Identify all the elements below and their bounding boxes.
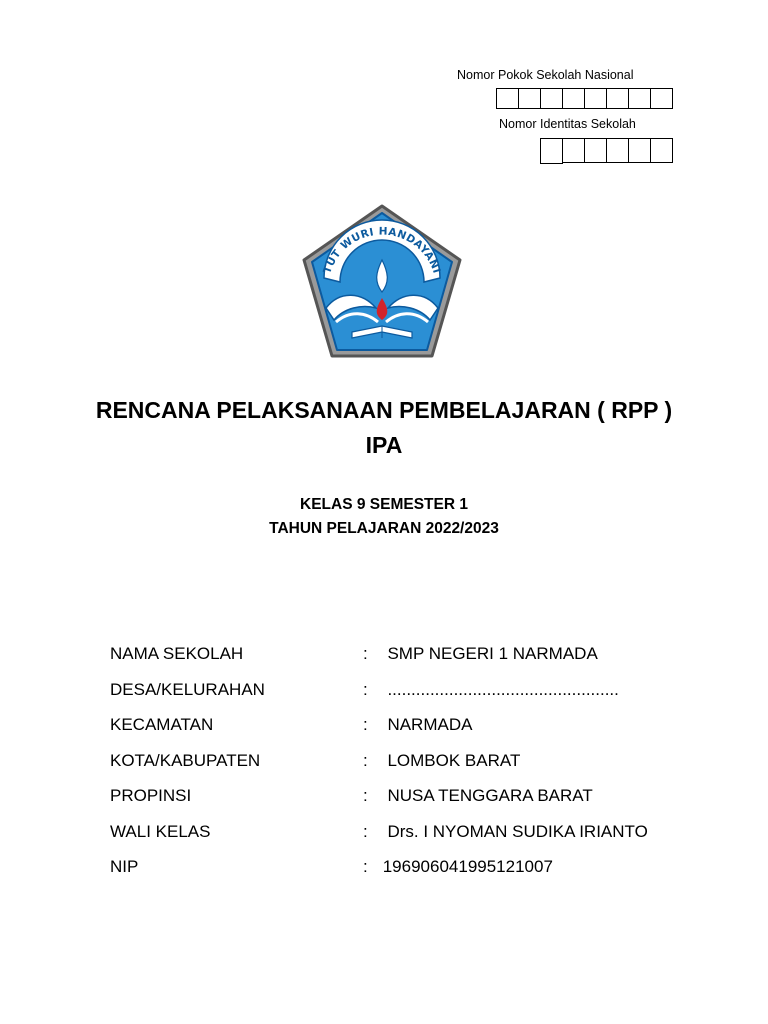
document-title: RENCANA PELAKSANAAN PEMBELAJARAN ( RPP ) (95, 397, 673, 423)
info-key: NAMA SEKOLAH (110, 644, 244, 663)
info-value: LOMBOK BARAT (378, 750, 521, 770)
nis-boxes (540, 138, 673, 164)
info-separator: : (363, 750, 368, 770)
info-key: WALI KELAS (110, 821, 211, 841)
nis-label: Nomor Identitas Sekolah (499, 117, 636, 131)
digit-box (563, 138, 585, 163)
tut-wuri-handayani-logo-icon (296, 200, 468, 364)
info-row (110, 857, 710, 893)
digit-box (541, 138, 563, 164)
digit-box (585, 88, 607, 109)
digit-box (607, 88, 629, 109)
info-row (110, 822, 710, 858)
digit-box (563, 88, 585, 109)
digit-box (497, 88, 519, 109)
info-key: DESA/KELURAHAN (110, 679, 265, 699)
digit-box (629, 88, 651, 109)
digit-box (607, 138, 629, 163)
info-key: PROPINSI (110, 786, 192, 805)
info-separator: : (363, 821, 368, 841)
document-subject: IPA (365, 432, 403, 458)
info-value: SMP NEGERI 1 NARMADA (378, 644, 598, 663)
info-value: 196906041995121007 (378, 857, 553, 876)
info-separator: : (363, 715, 368, 734)
digit-box (541, 88, 563, 109)
info-value: ................................................. (378, 679, 619, 699)
info-separator: : (363, 857, 368, 876)
npsn-boxes (496, 88, 673, 109)
school-info-table (110, 644, 710, 893)
info-value: NARMADA (378, 715, 473, 734)
info-separator: : (363, 644, 368, 663)
info-key: KOTA/KABUPATEN (110, 750, 261, 770)
svg-text:TUT WURI HANDAYANI: TUT WURI HANDAYANI (321, 225, 443, 276)
info-value: NUSA TENGGARA BARAT (378, 786, 593, 805)
info-row (110, 644, 710, 680)
info-key: KECAMATAN (110, 715, 214, 734)
digit-box (629, 138, 651, 163)
academic-year: TAHUN PELAJARAN 2022/2023 (269, 520, 499, 537)
digit-box (519, 88, 541, 109)
info-row (110, 715, 710, 751)
info-value: Drs. I NYOMAN SUDIKA IRIANTO (378, 821, 648, 841)
info-row (110, 751, 710, 787)
info-row (110, 680, 710, 716)
info-key: NIP (110, 857, 139, 876)
info-separator: : (363, 679, 368, 699)
digit-box (651, 138, 673, 163)
npsn-label: Nomor Pokok Sekolah Nasional (457, 68, 634, 82)
digit-box (651, 88, 673, 109)
info-row (110, 786, 710, 822)
digit-box (585, 138, 607, 163)
class-semester: KELAS 9 SEMESTER 1 (300, 496, 468, 513)
info-separator: : (363, 786, 368, 805)
